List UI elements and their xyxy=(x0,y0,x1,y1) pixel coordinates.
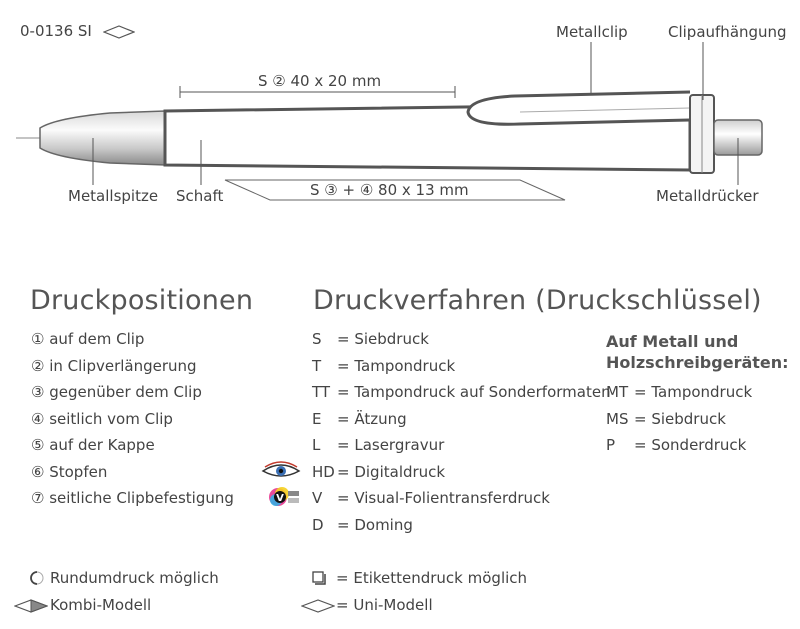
method-name: = Tampondruck xyxy=(337,357,456,375)
print-area-side: S ③ + ④ 80 x 13 mm xyxy=(310,181,469,199)
metall-name: = Siebdruck xyxy=(634,410,726,428)
legend-uni: = Uni-Modell xyxy=(336,596,433,614)
metall-title-line2: Holzschreibgeräten: xyxy=(606,353,789,372)
heading-druckverfahren: Druckverfahren (Druckschlüssel) xyxy=(313,285,762,316)
label-clipaufhaengung: Clipaufhängung xyxy=(668,23,787,41)
legend-kombi: Kombi-Modell xyxy=(50,596,152,614)
position-item: ④ seitlich vom Clip xyxy=(31,410,173,428)
clip-shape xyxy=(468,92,690,124)
method-name: = Doming xyxy=(337,516,413,534)
label-metallclip: Metallclip xyxy=(556,23,628,41)
svg-text:V: V xyxy=(276,493,284,504)
method-code: E xyxy=(312,410,322,428)
label-schaft: Schaft xyxy=(176,187,224,205)
method-name: = Visual-Folientransferdruck xyxy=(337,489,550,507)
label-metallspitze: Metallspitze xyxy=(68,187,159,205)
metall-title-line1: Auf Metall und xyxy=(606,332,739,351)
heading-druckpositionen: Druckpositionen xyxy=(30,285,254,316)
digital-print-eye-icon xyxy=(261,461,301,481)
rundumdruck-circle-icon xyxy=(30,571,44,585)
legend-etikettendruck: = Etikettendruck möglich xyxy=(336,569,528,587)
position-item: ③ gegenüber dem Clip xyxy=(31,383,202,401)
method-name: = Ätzung xyxy=(337,410,407,428)
method-code: S xyxy=(312,330,322,348)
print-area-clip: S ② 40 x 20 mm xyxy=(258,72,382,90)
metall-name: = Tampondruck xyxy=(634,383,753,401)
position-item: ② in Clipverlängerung xyxy=(31,357,197,375)
position-item: ⑥ Stopfen xyxy=(31,463,108,481)
method-name: = Siebdruck xyxy=(337,330,429,348)
method-name: = Tampondruck auf Sonderformaten xyxy=(337,383,611,401)
method-name: = Lasergravur xyxy=(337,436,445,454)
metall-name: = Sonderdruck xyxy=(634,436,747,454)
position-item: ① auf dem Clip xyxy=(31,330,145,348)
metall-code: MT xyxy=(606,383,629,401)
method-name: = Digitaldruck xyxy=(337,463,446,481)
legend-rundumdruck: Rundumdruck möglich xyxy=(50,569,219,587)
etikettendruck-square-icon xyxy=(312,571,326,585)
article-code: 0-0136 SI xyxy=(20,22,92,40)
method-code: T xyxy=(312,357,322,375)
uni-model-legend-diamond-icon xyxy=(301,598,335,614)
method-code: D xyxy=(312,516,324,534)
visual-transfer-icon xyxy=(268,484,300,510)
method-code: V xyxy=(312,489,323,507)
label-metalldruecker: Metalldrücker xyxy=(656,187,759,205)
method-code: L xyxy=(312,436,321,454)
metall-code: P xyxy=(606,436,616,454)
position-item: ⑤ auf der Kappe xyxy=(31,436,155,454)
metall-code: MS xyxy=(606,410,629,428)
metal-tip-shape xyxy=(40,111,165,165)
method-code: TT xyxy=(312,383,331,401)
kombi-model-diamond-icon xyxy=(14,598,48,614)
position-item: ⑦ seitliche Clipbefestigung xyxy=(31,489,234,507)
method-code: HD xyxy=(312,463,335,481)
